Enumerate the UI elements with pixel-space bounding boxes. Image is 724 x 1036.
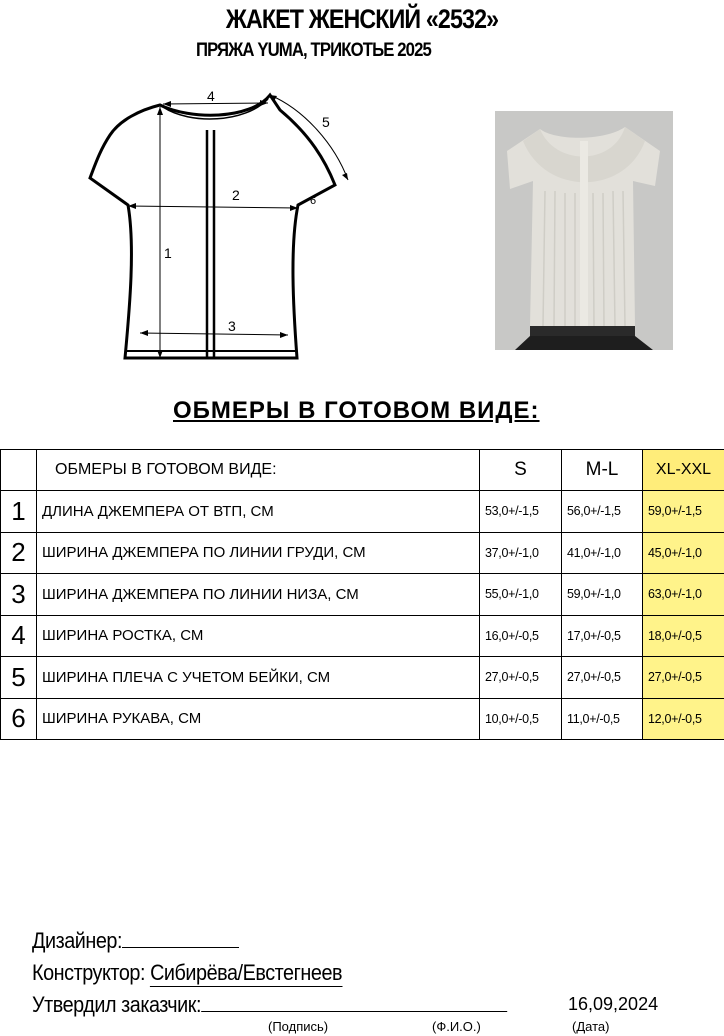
designer-label: Дизайнер: <box>32 928 123 953</box>
value-s: 16,0+/-0,5 <box>480 615 562 657</box>
table-row <box>1 491 724 533</box>
value-xl-xxl: 45,0+/-1,0 <box>643 532 724 574</box>
constructor-name: Сибирёва/Евстегнеев <box>150 960 343 985</box>
row-name-text: ШИРИНА РОСТКА, СМ <box>42 627 204 645</box>
row-name <box>37 657 480 699</box>
jacket-photo-illustration <box>495 111 673 350</box>
dimension-label-5: 5 <box>322 114 330 130</box>
row-name <box>37 491 480 533</box>
table-row <box>1 532 724 574</box>
value-s: 55,0+/-1,0 <box>480 574 562 616</box>
value-ml: 41,0+/-1,0 <box>562 532 643 574</box>
row-number: 2 <box>1 532 37 574</box>
header-name-cell: ОБМЕРЫ В ГОТОВОМ ВИДЕ: <box>37 450 480 491</box>
value-s: 53,0+/-1,5 <box>480 491 562 533</box>
table-row <box>1 657 724 699</box>
document-title: ЖАКЕТ ЖЕНСКИЙ «2532» <box>225 4 499 34</box>
value-s: 27,0+/-0,5 <box>480 657 562 699</box>
value-s: 37,0+/-1,0 <box>480 532 562 574</box>
row-number: 3 <box>1 574 37 616</box>
dimension-label-2: 2 <box>232 187 240 203</box>
approval-signature-line <box>32 992 507 1018</box>
header-num-cell <box>1 450 37 491</box>
value-xl-xxl: 59,0+/-1,5 <box>643 491 724 533</box>
row-number: 1 <box>1 491 37 533</box>
row-number: 4 <box>1 615 37 657</box>
value-s: 10,0+/-0,5 <box>480 698 562 740</box>
constructor-signature-line <box>32 960 342 987</box>
row-name <box>37 698 480 740</box>
value-ml: 56,0+/-1,5 <box>562 491 643 533</box>
header-size-xl-xxl: XL-XXL <box>643 450 724 491</box>
approval-blank[interactable] <box>201 1011 507 1012</box>
row-name <box>37 532 480 574</box>
value-ml: 11,0+/-0,5 <box>562 698 643 740</box>
approval-date: 16,09,2024 <box>568 994 659 1014</box>
approval-label: Утвердил заказчик: <box>32 992 202 1017</box>
value-ml: 27,0+/-0,5 <box>562 657 643 699</box>
garment-sketch <box>80 85 370 370</box>
value-ml: 59,0+/-1,0 <box>562 574 643 616</box>
document-subtitle: ПРЯЖА YUMA, ТРИКОТЬЕ 2025 <box>196 40 431 61</box>
table-row <box>1 615 724 657</box>
row-name-text: ШИРИНА ДЖЕМПЕРА ПО ЛИНИИ НИЗА, СМ <box>42 585 359 603</box>
table-header-row <box>1 450 724 491</box>
caption-signature: (Подпись) <box>268 1019 329 1034</box>
dimension-label-6: 6 <box>310 195 317 207</box>
value-xl-xxl: 18,0+/-0,5 <box>643 615 724 657</box>
table-row <box>1 574 724 616</box>
caption-name: (Ф.И.О.) <box>432 1019 481 1034</box>
row-name <box>37 615 480 657</box>
row-number: 6 <box>1 698 37 740</box>
header-size-ml: M-L <box>562 450 643 491</box>
designer-blank[interactable] <box>122 947 239 948</box>
product-photo <box>495 111 673 350</box>
row-name <box>37 574 480 616</box>
constructor-label: Конструктор: <box>32 960 146 985</box>
dimension-label-4: 4 <box>207 88 215 104</box>
row-name-text: ШИРИНА ПЛЕЧА С УЧЕТОМ БЕЙКИ, СМ <box>42 668 331 686</box>
row-name-text: ШИРИНА РУКАВА, СМ <box>42 710 202 728</box>
table-row <box>1 698 724 740</box>
row-name-text: ДЛИНА ДЖЕМПЕРА ОТ ВТП, СМ <box>42 502 274 520</box>
section-heading: ОБМЕРЫ В ГОТОВОМ ВИДЕ: <box>173 397 540 424</box>
row-name-text: ШИРИНА ДЖЕМПЕРА ПО ЛИНИИ ГРУДИ, СМ <box>42 544 366 562</box>
dimension-label-1: 1 <box>164 245 172 261</box>
garment-outline-drawing <box>80 85 370 370</box>
value-xl-xxl: 63,0+/-1,0 <box>643 574 724 616</box>
measurements-table <box>0 449 724 740</box>
dimension-label-3: 3 <box>228 318 236 334</box>
value-xl-xxl: 12,0+/-0,5 <box>643 698 724 740</box>
designer-signature-line <box>32 928 239 954</box>
header-size-s: S <box>480 450 562 491</box>
value-xl-xxl: 27,0+/-0,5 <box>643 657 724 699</box>
row-number: 5 <box>1 657 37 699</box>
value-ml: 17,0+/-0,5 <box>562 615 643 657</box>
caption-date: (Дата) <box>572 1019 610 1034</box>
